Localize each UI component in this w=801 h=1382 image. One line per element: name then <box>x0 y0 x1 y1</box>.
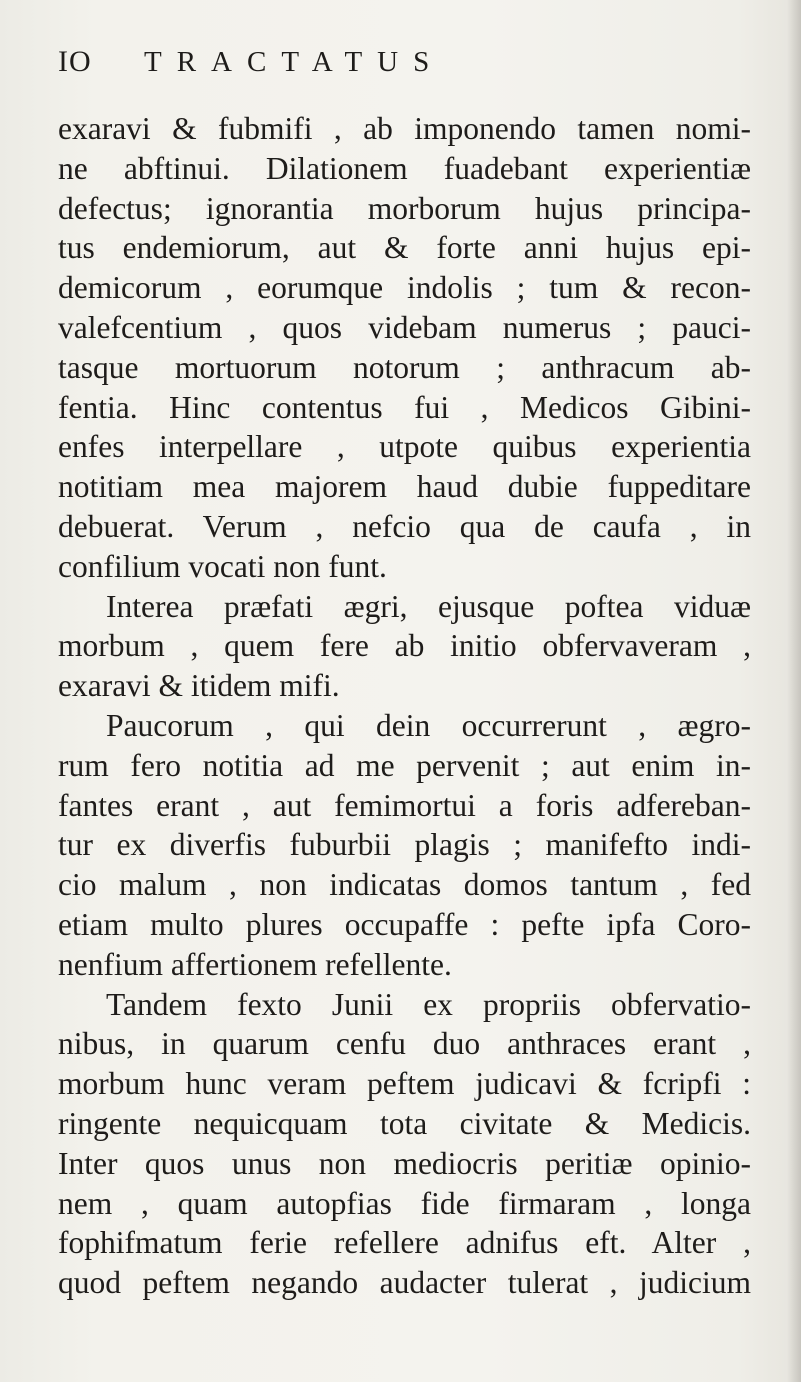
text-line: tus endemiorum, aut & forte anni hujus epi- <box>58 230 751 266</box>
text-line: fentia. Hinc contentus fui , Medicos Gibini- <box>58 389 751 425</box>
text-line: morbum , quem fere ab initio obfervaveram , <box>58 628 751 664</box>
body-text <box>58 109 751 1303</box>
text-line: exaravi & fubmifi , ab imponendo tamen nomi- <box>58 111 751 146</box>
text-line: etiam multo plures occupaffe : pefte ipfa Coro- <box>58 906 751 942</box>
text-line: fophifmatum ferie refellere adnifus eft. Alter , <box>58 1225 751 1261</box>
running-head: TRACTATUS <box>144 46 445 78</box>
text-line: fantes erant , aut femimortui a foris adfereban- <box>58 787 751 823</box>
text-line: confilium vocati non funt. <box>58 548 387 584</box>
text-line: Interea præfati ægri, ejusque poftea viduæ <box>106 588 751 624</box>
text-line: enfes interpellare , utpote quibus experientia <box>58 429 751 465</box>
text-line: notitiam mea majorem haud dubie fuppeditare <box>58 469 751 505</box>
text-line: defectus; ignorantia morborum hujus principa- <box>58 190 751 226</box>
text-line: Paucorum , qui dein occurrerunt , ægro- <box>106 707 751 743</box>
text-line: Inter quos unus non mediocris peritiæ opinio- <box>58 1145 751 1181</box>
text-line: tur ex diverfis fuburbii plagis ; manifefto indi- <box>58 827 751 863</box>
text-line: ne abftinui. Dilationem fuadebant experientiæ <box>58 150 751 186</box>
text-line: nem , quam autopfias fide firmaram , longa <box>58 1185 751 1221</box>
text-line: exaravi & itidem mifi. <box>58 668 340 704</box>
text-line: nibus, in quarum cenfu duo anthraces erant , <box>58 1026 751 1062</box>
text-line: Tandem fexto Junii ex propriis obfervatio- <box>106 986 751 1022</box>
page-gutter-shadow <box>787 0 801 1382</box>
text-line: cio malum , non indicatas domos tantum , fed <box>58 867 751 903</box>
text-line: quod peftem negando audacter tulerat , judicium <box>58 1265 751 1301</box>
text-line: tasque mortuorum notorum ; anthracum ab- <box>58 349 751 385</box>
text-line: ringente nequicquam tota civitate & Medicis. <box>58 1105 751 1141</box>
text-line: morbum hunc veram peftem judicavi & fcripfi : <box>58 1066 751 1102</box>
text-line: nenfium affertionem refellente. <box>58 946 452 982</box>
text-line: demicorum , eorumque indolis ; tum & recon- <box>58 270 751 306</box>
text-line: rum fero notitia ad me pervenit ; aut enim in- <box>58 747 751 783</box>
page-header <box>58 44 758 84</box>
text-line: valefcentium , quos videbam numerus ; pauci- <box>58 309 751 345</box>
page-number: IO <box>58 45 92 78</box>
text-line: debuerat. Verum , nefcio qua de caufa , in <box>58 508 751 544</box>
